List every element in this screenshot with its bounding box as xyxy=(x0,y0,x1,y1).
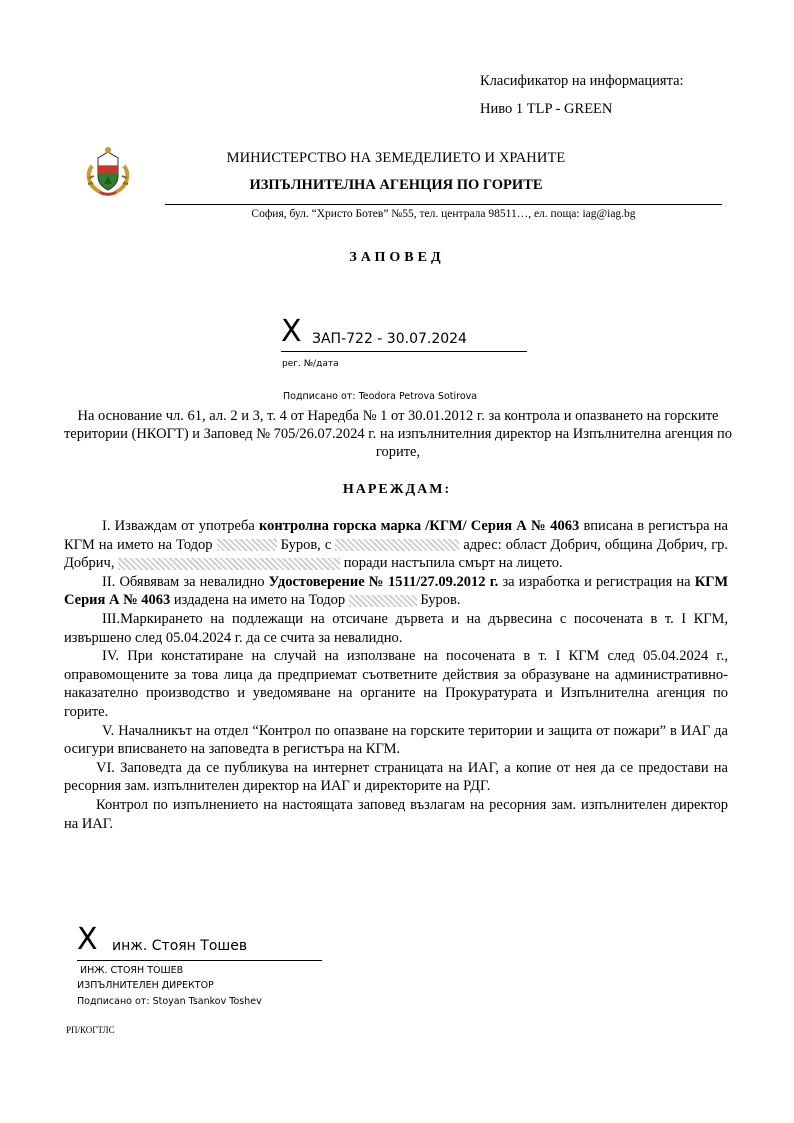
document-code: РП/КОГТЛС xyxy=(66,1025,115,1035)
director-signature-name: инж. Стоян Тошев xyxy=(112,938,248,954)
classification-block xyxy=(480,67,684,123)
registration-label: рег. №/дата xyxy=(282,359,339,369)
registration-signed-by: Подписано от: Teodora Petrova Sotirova xyxy=(283,391,478,402)
order-item-6: VI. Заповедта да се публикува на интернет страницата на ИАГ, а копие от нея да се предостави на ресорния зам. изпълнителен директор на ИАГ и директорите на РДГ. xyxy=(64,759,728,795)
order-item-2: II. Обявявам за невалидно Удостоверение № 1511/27.09.2012 г. за изработка и регистрация на КГМ Серия А № 4063 издадена на името на Тодор Буров. xyxy=(64,573,729,609)
classification-level: Ниво 1 TLP - GREEN xyxy=(480,101,613,117)
registration-signature-mark: X xyxy=(281,314,302,349)
director-signed-by: Подписано от: Stoyan Tsankov Toshev xyxy=(77,996,262,1007)
document-title: ЗАПОВЕД xyxy=(349,250,445,265)
order-item-5: V. Началникът на отдел “Контрол по опазване на горските територии и защита от пожари” в ИАГ да осигури вписването на заповедта в регистъра на КГМ. xyxy=(64,722,728,758)
agency-name: ИЗПЪЛНИТЕЛНА АГЕНЦИЯ ПО ГОРИТЕ xyxy=(249,177,543,193)
director-signature-mark: X xyxy=(77,922,98,957)
redacted-text-icon xyxy=(217,539,277,551)
header-divider xyxy=(165,204,722,205)
redacted-text-icon xyxy=(349,595,417,607)
order-item-1: I. Изваждам от употреба контролна горска марка /КГМ/ Серия А № 4063 вписана в регистъра на КГМ на името на Тодор Буров, с адрес: област Добрич, община Добрич, гр. Добрич, поради настъпила смърт на лицето. xyxy=(64,518,729,572)
ministry-name: МИНИСТЕРСТВО НА ЗЕМЕДЕЛИЕТО И ХРАНИТЕ xyxy=(226,150,566,166)
order-item-3: III.Маркирането на подлежащи на отсичане дървета и на дървесина с посочената в т. I КГМ, извършено след 05.04.2024 г. да се счита за невалидно. xyxy=(64,610,728,646)
order-heading: НАРЕЖДАМ: xyxy=(342,482,452,497)
agency-address: София, бул. “Христо Ботев” №55, тел. централа 98511…, ел. поща: iag@iag.bg xyxy=(251,208,636,220)
redacted-text-icon xyxy=(118,558,340,570)
registration-number: ЗАП-722 - 30.07.2024 xyxy=(312,331,467,347)
intro-paragraph: На основание чл. 61, ал. 2 и 3, т. 4 от Наредба № 1 от 30.01.2012 г. за контрола и опазването на горските територии (НКОГТ) и Заповед № 705/26.07.2024 г. на изпълнителния директор на Изпълнителна агенция по горите, xyxy=(63,408,733,460)
redacted-text-icon xyxy=(335,539,459,551)
director-position: ИЗПЪЛНИТЕЛЕН ДИРЕКТОР xyxy=(77,980,214,991)
coat-of-arms-emblem-icon xyxy=(82,146,134,196)
classification-label: Класификатор на информацията: xyxy=(480,73,684,89)
director-name-caps: ИНЖ. СТОЯН ТОШЕВ xyxy=(80,965,184,976)
order-item-4: IV. При констатиране на случай на използване на посочената в т. I КГМ след 05.04.2024 г., оправомощените за това лица да предприемат съответните действия за образуване на административно-наказателно производство и уведомяване на органите на Прокуратурата и Изпълнителна агенция по горите. xyxy=(64,648,728,720)
order-body xyxy=(64,517,728,833)
registration-line xyxy=(281,351,527,352)
control-paragraph: Контрол по изпълнението на настоящата заповед възлагам на ресорния зам. изпълнителен директор на ИАГ. xyxy=(64,796,728,832)
signature-line xyxy=(77,960,322,961)
